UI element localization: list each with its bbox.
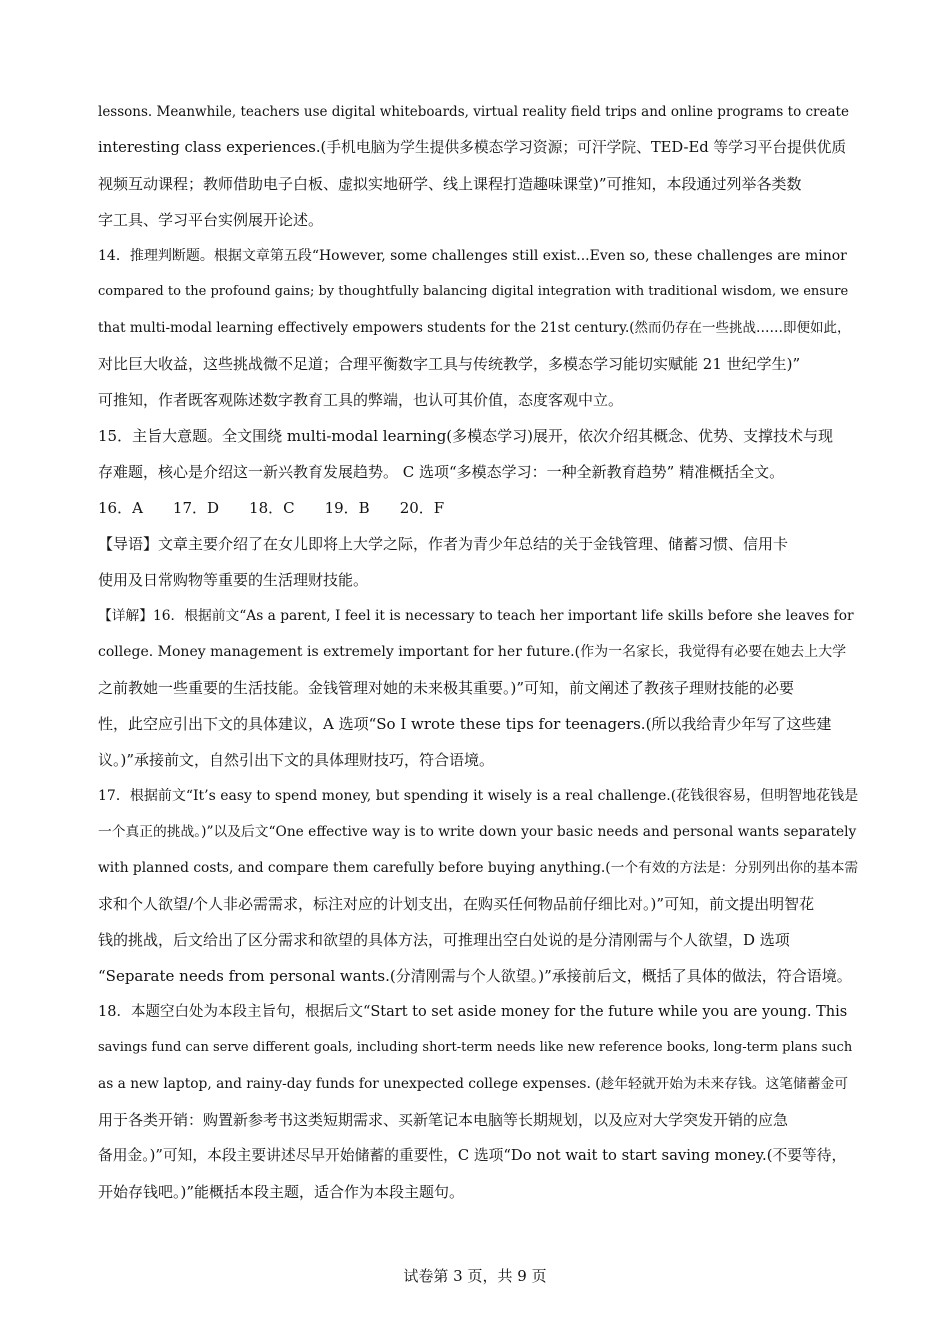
- text-line: savings fund can serve different goals, including short-term needs like new reference books, long-term plans such: [98, 1040, 853, 1055]
- text-line: 钱的挑战，后文给出了区分需求和欲望的具体方法，可推理出空白处说的是分清刚需与个人欲望，D 选项: [98, 931, 790, 949]
- detail-16-line: 【详解】16．根据前文“As a parent, I feel it is necessary to teach her important life skills before she leaves for: [98, 608, 854, 624]
- text-line: 求和个人欲望/个人非必需需求，标注对应的计划支出，在购买任何物品前仔细比对。)”可知，前文提出明智花: [98, 895, 815, 913]
- text-line: 用于各类开销：购置新参考书这类短期需求、买新笔记本电脑等长期规划，以及应对大学突发开销的应急: [98, 1111, 789, 1129]
- text-line: 存难题，核心是介绍这一新兴教育发展趋势。 C 选项“多模态学习：一种全新教育趋势” 精准概括全文。: [98, 463, 785, 481]
- text-line: that multi-modal learning effectively empowers students for the 21st century.(然而仍存在一些挑战……即便如此，: [98, 320, 851, 336]
- text-line: 对比巨大收益，这些挑战微不足道；合理平衡数字工具与传统教学，多模态学习能切实赋能 21 世纪学生)”: [98, 355, 801, 373]
- text-line: 视频互动课程；教师借助电子白板、虚拟实地研学、线上课程打造趣味课堂)”可推知，本段通过列举各类数: [98, 175, 802, 193]
- text-line: 之前教她一些重要的生活技能。金钱管理对她的未来极其重要。)”可知，前文阐述了教孩子理财技能的必要: [98, 679, 795, 697]
- page-footer: 试卷第 3 页，共 9 页: [403, 1267, 547, 1285]
- text-line: 字工具、学习平台实例展开论述。: [98, 211, 324, 229]
- text-line: 议。)”承接前文，自然引出下文的具体理财技巧，符合语境。: [98, 751, 495, 769]
- text-line: 开始存钱吧。)”能概括本段主题，适合作为本段主题句。: [98, 1183, 465, 1201]
- text-line: 性，此空应引出下文的具体建议，A 选项“So I wrote these tips for teenagers.(所以我给青少年写了这些建: [98, 715, 832, 733]
- question-14-line: 14．推理判断题。根据文章第五段“However, some challenges still exist...Even so, these challenges are minor: [98, 248, 847, 264]
- text-line: compared to the profound gains; by thoughtfully balancing digital integration with traditional wisdom, we ensure: [98, 284, 849, 299]
- intro-line: 【导语】文章主要介绍了在女儿即将上大学之际，作者为青少年总结的关于金钱管理、储蓄习惯、信用卡: [98, 535, 789, 553]
- text-line: 备用金。)”可知，本段主要讲述尽早开始储蓄的重要性，C 选项“Do not wait to start saving money.(不要等待，: [98, 1147, 847, 1164]
- text-line: “Separate needs from personal wants.(分清刚需与个人欲望。)”承接前后文，概括了具体的做法，符合语境。: [98, 967, 852, 985]
- text-line: 一个真正的挑战。)”以及后文“One effective way is to write down your basic needs and personal wants separately: [98, 824, 857, 840]
- answer-key-line: 16．A 17．D 18．C 19．B 20．F: [98, 499, 445, 517]
- text-line: 使用及日常购物等重要的生活理财技能。: [98, 571, 369, 589]
- document-body: [98, 94, 858, 1210]
- text-line: 可推知，作者既客观陈述数字教育工具的弊端，也认可其价值，态度客观中立。: [98, 391, 624, 409]
- text-line: as a new laptop, and rainy-day funds for unexpected college expenses. (趁年轻就开始为未来存钱。这笔储蓄金可: [98, 1076, 849, 1092]
- text-line: college. Money management is extremely important for her future.(作为一名家长，我觉得有必要在她去上大学: [98, 644, 847, 660]
- detail-18-line: 18．本题空白处为本段主旨句，根据后文“Start to set aside money for the future while you are young. This: [98, 1004, 848, 1020]
- detail-17-line: 17．根据前文“It’s easy to spend money, but spending it wisely is a real challenge.(花钱很容易，但明智地花钱是: [98, 788, 858, 804]
- question-15-line: 15．主旨大意题。全文围绕 multi-modal learning(多模态学习)展开，依次介绍其概念、优势、支撑技术与现: [98, 427, 834, 445]
- text-line: lessons. Meanwhile, teachers use digital whiteboards, virtual reality field trips and online programs to create: [98, 104, 849, 120]
- text-line: interesting class experiences.(手机电脑为学生提供多模态学习资源；可汗学院、TED-Ed 等学习平台提供优质: [98, 139, 847, 156]
- text-line: with planned costs, and compare them carefully before buying anything.(一个有效的方法是：分别列出你的基本需: [98, 860, 858, 876]
